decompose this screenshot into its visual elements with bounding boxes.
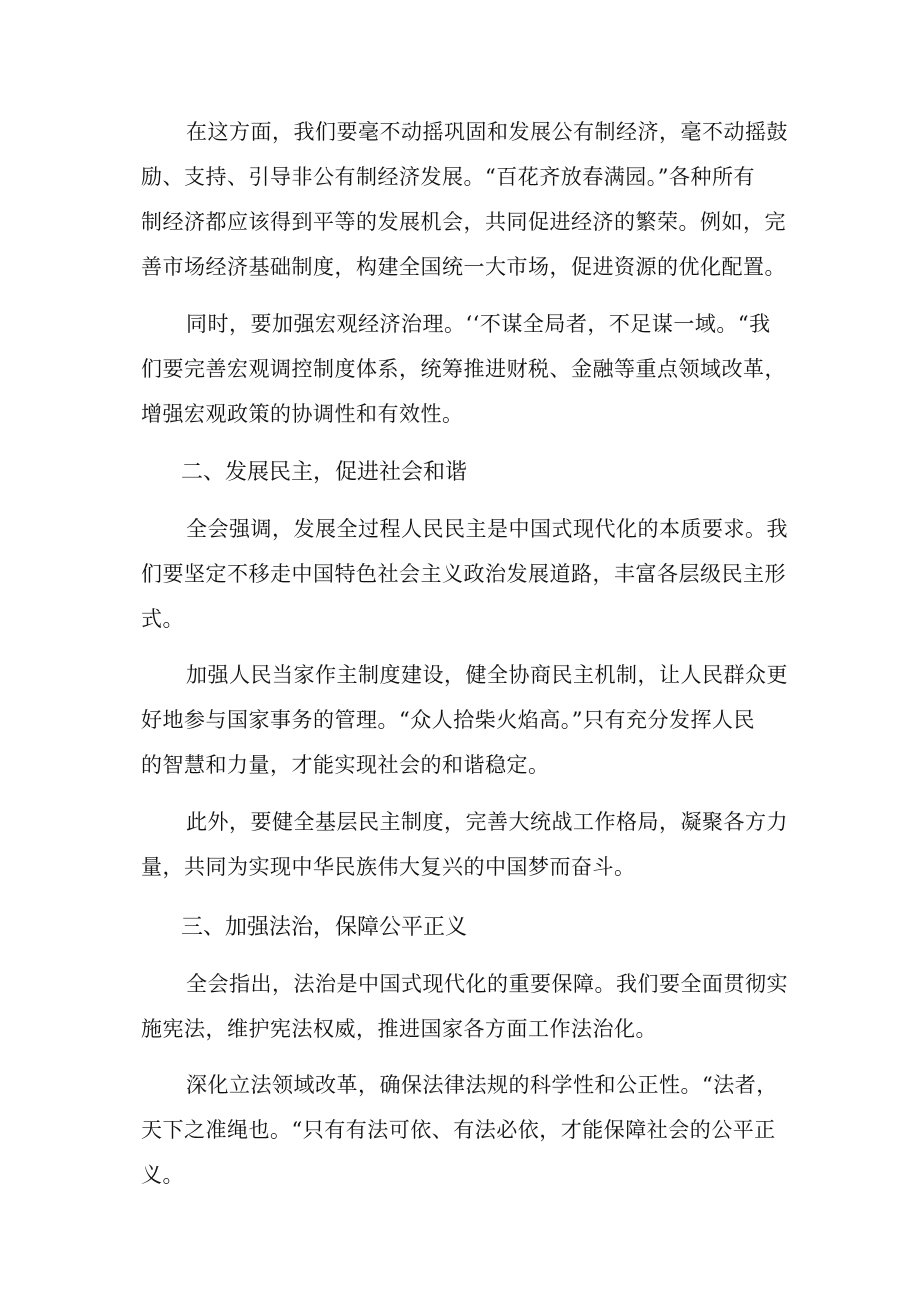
paragraph-line: 天下之准绳也。“只有有法可依、有法必依，才能保障社会的公平正 [141, 1118, 776, 1142]
paragraph-line: 深化立法领域改革，确保法律法规的科学性和公正性。“法者， [186, 1073, 778, 1097]
section-heading: 三、加强法治，保障公平正义 [181, 915, 468, 940]
paragraph-line: 的智慧和力量，才能实现社会的和谐稳定。 [141, 753, 550, 777]
section-heading: 二、发展民主，促进社会和谐 [181, 460, 468, 485]
paragraph-line: 量，共同为实现中华民族伟大复兴的中国梦而奋斗。 [141, 855, 636, 879]
paragraph-line: 义。 [141, 1163, 184, 1187]
paragraph-line: 加强人民当家作主制度建设，健全协商民主机制，让人民群众更 [186, 663, 788, 687]
paragraph-line: 在这方面，我们要毫不动摇巩固和发展公有制经济，毫不动摇鼓 [186, 120, 788, 144]
paragraph-line: 好地参与国家事务的管理。“众人拾柴火焰高。”只有充分发挥人民 [141, 708, 755, 732]
paragraph-line: 增强宏观政策的协调性和有效性。 [141, 402, 464, 426]
paragraph-line: 们要完善宏观调控制度体系，统筹推进财税、金融等重点领域改革， [141, 357, 786, 381]
paragraph-line: 励、支持、引导非公有制经济发展。“百花齐放春满园。”各种所有 [141, 165, 755, 189]
paragraph-line: 此外，要健全基层民主制度，完善大统战工作格局，凝聚各方力 [186, 810, 788, 834]
paragraph-line: 制经济都应该得到平等的发展机会，共同促进经济的繁荣。例如，完 [141, 210, 786, 234]
paragraph-line: 全会指出，法治是中国式现代化的重要保障。我们要全面贯彻实 [186, 972, 788, 996]
paragraph-line: 善市场经济基础制度，构建全国统一大市场，促进资源的优化配置。 [141, 255, 786, 279]
paragraph-line: 式。 [141, 607, 184, 631]
paragraph-line: 全会强调，发展全过程人民民主是中国式现代化的本质要求。我 [186, 517, 788, 541]
paragraph-line: 同时，要加强宏观经济治理。‘‘不谋全局者，不足谋一域。“我 [186, 312, 771, 336]
paragraph-line: 们要坚定不移走中国特色社会主义政治发展道路，丰富各层级民主形 [141, 562, 786, 586]
paragraph-line: 施宪法，维护宪法权威，推进国家各方面工作法治化。 [141, 1017, 657, 1041]
